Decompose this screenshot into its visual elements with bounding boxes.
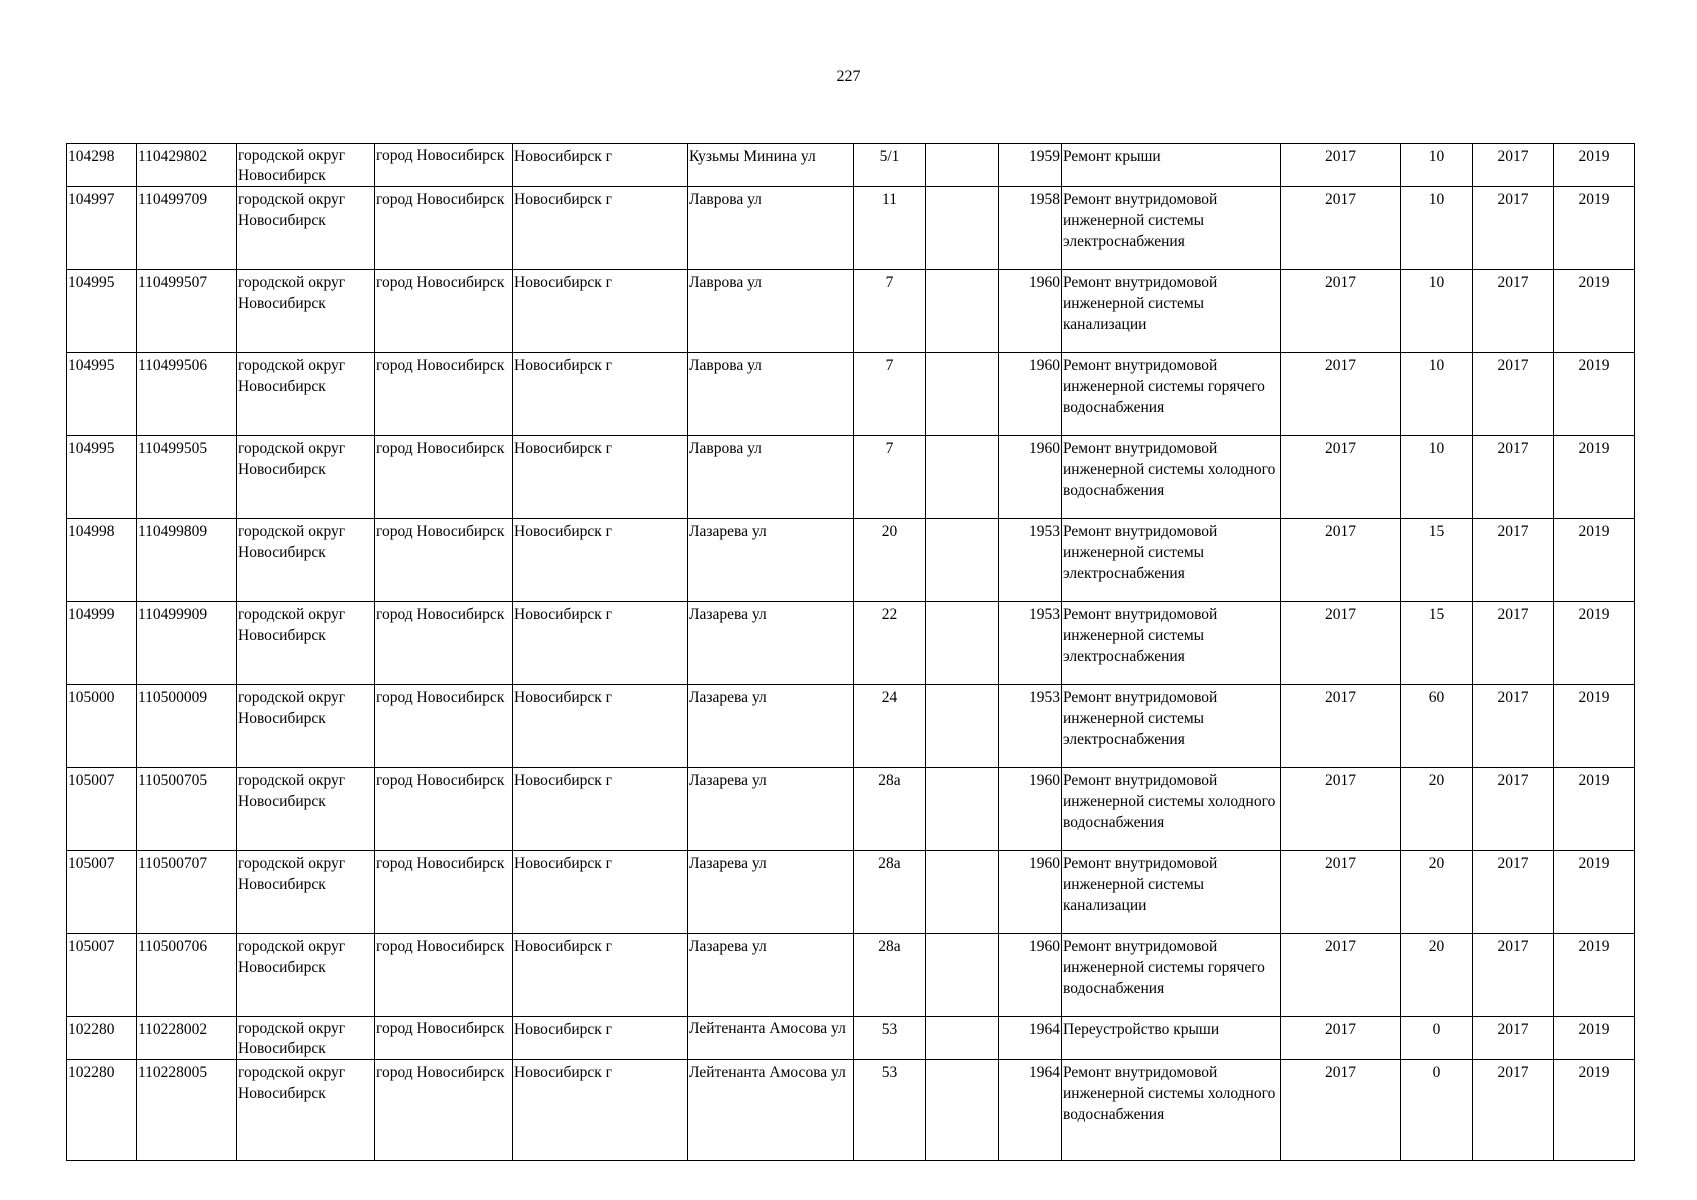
cell-id: 104995 (67, 270, 137, 353)
cell-start: 2017 (1473, 1017, 1554, 1060)
cell-year: 1960 (999, 934, 1062, 1017)
cell-street: Лазарева ул (688, 519, 854, 602)
cell-end: 2019 (1554, 685, 1635, 768)
cell-city: Новосибирск г (513, 934, 688, 1017)
cell-code: 110429802 (137, 144, 237, 187)
cell-percent: 20 (1401, 851, 1473, 934)
cell-municipality: город Новосибирск (375, 519, 513, 602)
cell-district: городской округ Новосибирск (237, 768, 375, 851)
cell-end: 2019 (1554, 353, 1635, 436)
cell-work: Ремонт внутридомовой инженерной системы горячего водоснабжения (1062, 353, 1281, 436)
cell-start: 2017 (1473, 934, 1554, 1017)
cell-work: Ремонт крыши (1062, 144, 1281, 187)
cell-extra (926, 519, 999, 602)
table-row (67, 353, 1635, 436)
cell-percent: 15 (1401, 602, 1473, 685)
cell-work: Ремонт внутридомовой инженерной системы электроснабжения (1062, 519, 1281, 602)
cell-start: 2017 (1473, 602, 1554, 685)
cell-city: Новосибирск г (513, 144, 688, 187)
cell-district: городской округ Новосибирск (237, 1060, 375, 1161)
cell-start: 2017 (1473, 685, 1554, 768)
cell-municipality: город Новосибирск (375, 602, 513, 685)
cell-code: 110499506 (137, 353, 237, 436)
page-number: 227 (836, 68, 861, 85)
cell-municipality: город Новосибирск (375, 851, 513, 934)
cell-extra (926, 436, 999, 519)
cell-start: 2017 (1473, 768, 1554, 851)
cell-municipality: город Новосибирск (375, 685, 513, 768)
cell-end: 2019 (1554, 934, 1635, 1017)
cell-street: Лаврова ул (688, 436, 854, 519)
cell-id: 104995 (67, 353, 137, 436)
cell-work: Переустройство крыши (1062, 1017, 1281, 1060)
cell-district: городской округ Новосибирск (237, 685, 375, 768)
cell-plan-year: 2017 (1281, 685, 1401, 768)
cell-city: Новосибирск г (513, 436, 688, 519)
cell-municipality: город Новосибирск (375, 1060, 513, 1161)
cell-city: Новосибирск г (513, 353, 688, 436)
cell-municipality: город Новосибирск (375, 144, 513, 187)
cell-city: Новосибирск г (513, 1060, 688, 1161)
cell-municipality: город Новосибирск (375, 1017, 513, 1060)
cell-year: 1959 (999, 144, 1062, 187)
cell-work: Ремонт внутридомовой инженерной системы электроснабжения (1062, 187, 1281, 270)
cell-city: Новосибирск г (513, 768, 688, 851)
cell-extra (926, 1060, 999, 1161)
cell-street: Лаврова ул (688, 270, 854, 353)
cell-start: 2017 (1473, 353, 1554, 436)
cell-house: 7 (854, 353, 926, 436)
cell-extra (926, 187, 999, 270)
cell-city: Новосибирск г (513, 1017, 688, 1060)
cell-year: 1953 (999, 602, 1062, 685)
cell-extra (926, 144, 999, 187)
cell-plan-year: 2017 (1281, 602, 1401, 685)
cell-end: 2019 (1554, 519, 1635, 602)
cell-percent: 10 (1401, 270, 1473, 353)
cell-end: 2019 (1554, 187, 1635, 270)
cell-city: Новосибирск г (513, 851, 688, 934)
cell-city: Новосибирск г (513, 602, 688, 685)
cell-municipality: город Новосибирск (375, 934, 513, 1017)
cell-district: городской округ Новосибирск (237, 1017, 375, 1060)
table-row (67, 436, 1635, 519)
cell-house: 28а (854, 768, 926, 851)
cell-end: 2019 (1554, 270, 1635, 353)
cell-work: Ремонт внутридомовой инженерной системы канализации (1062, 851, 1281, 934)
cell-extra (926, 768, 999, 851)
cell-code: 110228005 (137, 1060, 237, 1161)
cell-house: 53 (854, 1060, 926, 1161)
cell-percent: 20 (1401, 934, 1473, 1017)
cell-house: 5/1 (854, 144, 926, 187)
cell-year: 1960 (999, 851, 1062, 934)
cell-city: Новосибирск г (513, 270, 688, 353)
cell-extra (926, 685, 999, 768)
cell-street: Лейтенанта Амосова ул (688, 1017, 854, 1060)
cell-plan-year: 2017 (1281, 519, 1401, 602)
cell-city: Новосибирск г (513, 187, 688, 270)
cell-plan-year: 2017 (1281, 353, 1401, 436)
cell-code: 110499505 (137, 436, 237, 519)
cell-code: 110499809 (137, 519, 237, 602)
cell-street: Лейтенанта Амосова ул (688, 1060, 854, 1161)
cell-year: 1960 (999, 353, 1062, 436)
cell-house: 28а (854, 934, 926, 1017)
cell-work: Ремонт внутридомовой инженерной системы холодного водоснабжения (1062, 768, 1281, 851)
table-row (67, 1017, 1635, 1060)
cell-end: 2019 (1554, 436, 1635, 519)
cell-street: Лазарева ул (688, 602, 854, 685)
cell-id: 104999 (67, 602, 137, 685)
cell-code: 110499709 (137, 187, 237, 270)
cell-house: 24 (854, 685, 926, 768)
cell-percent: 60 (1401, 685, 1473, 768)
cell-street: Кузьмы Минина ул (688, 144, 854, 187)
cell-start: 2017 (1473, 270, 1554, 353)
cell-work: Ремонт внутридомовой инженерной системы холодного водоснабжения (1062, 436, 1281, 519)
cell-house: 7 (854, 270, 926, 353)
cell-work: Ремонт внутридомовой инженерной системы электроснабжения (1062, 685, 1281, 768)
cell-id: 102280 (67, 1060, 137, 1161)
cell-end: 2019 (1554, 851, 1635, 934)
cell-start: 2017 (1473, 851, 1554, 934)
cell-district: городской округ Новосибирск (237, 436, 375, 519)
cell-percent: 10 (1401, 436, 1473, 519)
cell-id: 104995 (67, 436, 137, 519)
cell-district: городской округ Новосибирск (237, 270, 375, 353)
cell-start: 2017 (1473, 187, 1554, 270)
table-row (67, 602, 1635, 685)
table-row (67, 144, 1635, 187)
cell-house: 11 (854, 187, 926, 270)
cell-plan-year: 2017 (1281, 934, 1401, 1017)
table-row (67, 270, 1635, 353)
cell-extra (926, 934, 999, 1017)
cell-plan-year: 2017 (1281, 1017, 1401, 1060)
cell-id: 105007 (67, 768, 137, 851)
cell-municipality: город Новосибирск (375, 768, 513, 851)
table-row (67, 768, 1635, 851)
cell-plan-year: 2017 (1281, 768, 1401, 851)
cell-plan-year: 2017 (1281, 851, 1401, 934)
cell-start: 2017 (1473, 1060, 1554, 1161)
cell-code: 110499507 (137, 270, 237, 353)
table-row (67, 934, 1635, 1017)
cell-percent: 20 (1401, 768, 1473, 851)
cell-municipality: город Новосибирск (375, 187, 513, 270)
cell-plan-year: 2017 (1281, 1060, 1401, 1161)
cell-street: Лазарева ул (688, 768, 854, 851)
cell-year: 1953 (999, 685, 1062, 768)
cell-start: 2017 (1473, 144, 1554, 187)
cell-id: 105007 (67, 851, 137, 934)
table-row (67, 685, 1635, 768)
table-row (67, 519, 1635, 602)
cell-street: Лазарева ул (688, 685, 854, 768)
cell-street: Лазарева ул (688, 851, 854, 934)
cell-city: Новосибирск г (513, 519, 688, 602)
cell-id: 104997 (67, 187, 137, 270)
cell-start: 2017 (1473, 436, 1554, 519)
cell-extra (926, 602, 999, 685)
cell-end: 2019 (1554, 768, 1635, 851)
cell-code: 110499909 (137, 602, 237, 685)
cell-code: 110500705 (137, 768, 237, 851)
cell-percent: 0 (1401, 1060, 1473, 1161)
cell-year: 1953 (999, 519, 1062, 602)
cell-work: Ремонт внутридомовой инженерной системы электроснабжения (1062, 602, 1281, 685)
cell-end: 2019 (1554, 602, 1635, 685)
cell-end: 2019 (1554, 1017, 1635, 1060)
cell-end: 2019 (1554, 144, 1635, 187)
cell-year: 1960 (999, 768, 1062, 851)
cell-id: 104298 (67, 144, 137, 187)
cell-year: 1958 (999, 187, 1062, 270)
table-row (67, 1060, 1635, 1161)
cell-district: городской округ Новосибирск (237, 602, 375, 685)
cell-district: городской округ Новосибирск (237, 353, 375, 436)
cell-work: Ремонт внутридомовой инженерной системы холодного водоснабжения (1062, 1060, 1281, 1161)
cell-street: Лазарева ул (688, 934, 854, 1017)
cell-extra (926, 353, 999, 436)
cell-extra (926, 851, 999, 934)
cell-plan-year: 2017 (1281, 187, 1401, 270)
table-body (67, 144, 1635, 1161)
cell-plan-year: 2017 (1281, 144, 1401, 187)
cell-percent: 10 (1401, 187, 1473, 270)
cell-district: городской округ Новосибирск (237, 851, 375, 934)
cell-code: 110500706 (137, 934, 237, 1017)
cell-house: 53 (854, 1017, 926, 1060)
cell-end: 2019 (1554, 1060, 1635, 1161)
cell-extra (926, 270, 999, 353)
cell-extra (926, 1017, 999, 1060)
cell-percent: 10 (1401, 144, 1473, 187)
cell-district: городской округ Новосибирск (237, 519, 375, 602)
table-row (67, 851, 1635, 934)
table-row (67, 187, 1635, 270)
cell-street: Лаврова ул (688, 353, 854, 436)
capital-repair-table (66, 143, 1635, 1161)
cell-street: Лаврова ул (688, 187, 854, 270)
cell-district: городской округ Новосибирск (237, 934, 375, 1017)
cell-id: 102280 (67, 1017, 137, 1060)
cell-plan-year: 2017 (1281, 436, 1401, 519)
cell-id: 105000 (67, 685, 137, 768)
cell-work: Ремонт внутридомовой инженерной системы горячего водоснабжения (1062, 934, 1281, 1017)
cell-municipality: город Новосибирск (375, 353, 513, 436)
cell-work: Ремонт внутридомовой инженерной системы канализации (1062, 270, 1281, 353)
cell-id: 105007 (67, 934, 137, 1017)
cell-house: 7 (854, 436, 926, 519)
cell-house: 20 (854, 519, 926, 602)
cell-percent: 0 (1401, 1017, 1473, 1060)
cell-year: 1964 (999, 1017, 1062, 1060)
cell-house: 28а (854, 851, 926, 934)
cell-municipality: город Новосибирск (375, 436, 513, 519)
cell-house: 22 (854, 602, 926, 685)
cell-code: 110500707 (137, 851, 237, 934)
cell-municipality: город Новосибирск (375, 270, 513, 353)
cell-year: 1960 (999, 270, 1062, 353)
cell-plan-year: 2017 (1281, 270, 1401, 353)
cell-percent: 10 (1401, 353, 1473, 436)
cell-district: городской округ Новосибирск (237, 144, 375, 187)
cell-code: 110228002 (137, 1017, 237, 1060)
cell-city: Новосибирск г (513, 685, 688, 768)
cell-code: 110500009 (137, 685, 237, 768)
cell-start: 2017 (1473, 519, 1554, 602)
cell-district: городской округ Новосибирск (237, 187, 375, 270)
cell-year: 1964 (999, 1060, 1062, 1161)
cell-year: 1960 (999, 436, 1062, 519)
cell-id: 104998 (67, 519, 137, 602)
cell-percent: 15 (1401, 519, 1473, 602)
